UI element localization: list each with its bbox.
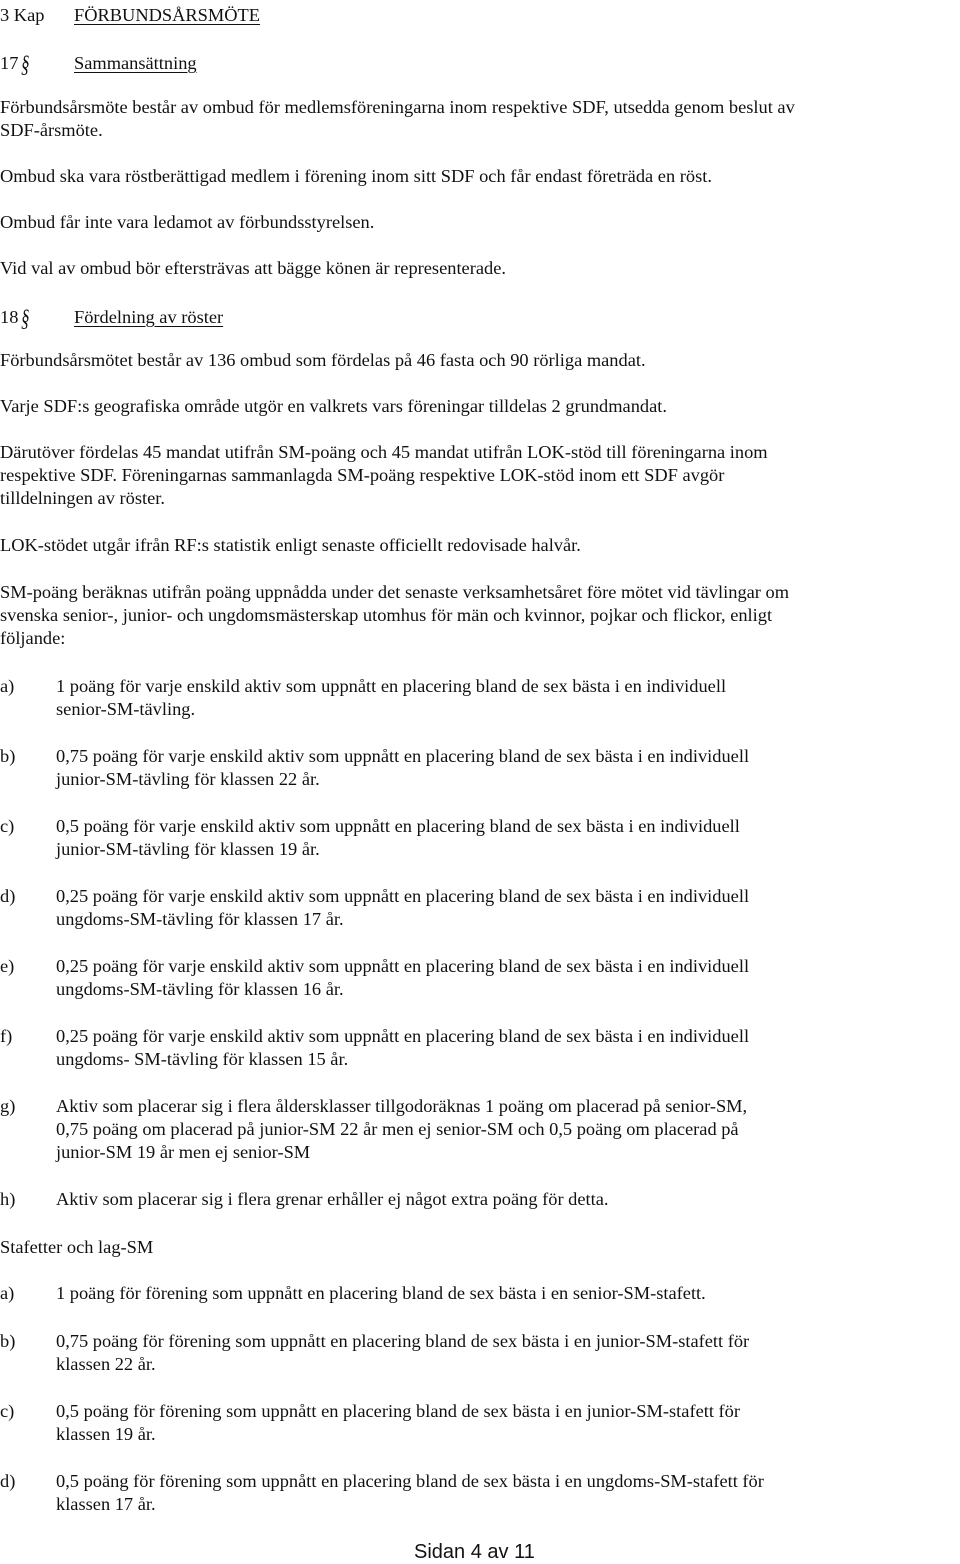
section-sign-icon: §: [21, 52, 30, 78]
chapter-number: 3 Kap: [0, 5, 45, 25]
list-item-label: f): [0, 1026, 13, 1046]
page-footer: [414, 1541, 535, 1564]
paragraph-line: Därutöver fördelas 45 mandat utifrån SM-poäng och 45 mandat utifrån LOK-stöd till föreningarna inom: [0, 442, 768, 462]
list-item-line: ungdoms-SM-tävling för klassen 16 år.: [56, 979, 344, 999]
list-item-line: 0,5 poäng för förening som uppnått en placering bland de sex bästa i en ungdoms-SM-stafett för: [56, 1471, 764, 1491]
list-item-label: e): [0, 956, 15, 976]
list-item-line: senior-SM-tävling.: [56, 699, 196, 719]
paragraph-line: följande:: [0, 628, 66, 648]
list-item-line: ungdoms-SM-tävling för klassen 17 år.: [56, 909, 344, 929]
paragraph-line: Ombud får inte vara ledamot av förbundsstyrelsen.: [0, 212, 375, 232]
list-item-line: 0,25 poäng för varje enskild aktiv som uppnått en placering bland de sex bästa i en individuell: [56, 1026, 750, 1046]
paragraph-line: Förbundsårsmötet består av 136 ombud som fördelas på 46 fasta och 90 rörliga mandat.: [0, 350, 646, 370]
footer-middle: av: [481, 1541, 515, 1563]
list-item-label: d): [0, 1471, 16, 1491]
section-heading-17: [0, 52, 400, 78]
list-item-line: klassen 19 år.: [56, 1424, 156, 1444]
paragraph-line: Vid val av ombud bör eftersträvas att bägge könen är representerade.: [0, 258, 506, 278]
list-item-line: junior-SM 19 år men ej senior-SM: [56, 1142, 311, 1162]
list-item-line: Aktiv som placerar sig i flera grenar erhåller ej något extra poäng för detta.: [56, 1189, 609, 1209]
section-sign-icon: §: [21, 306, 30, 332]
section-title: Fördelning av röster: [74, 307, 224, 327]
list-item-line: klassen 17 år.: [56, 1494, 156, 1514]
chapter-title: FÖRBUNDSÅRSMÖTE: [74, 5, 260, 25]
paragraph-line: svenska senior-, junior- och ungdomsmästerskap utomhus för män och kvinnor, pojkar och flickor, enligt: [0, 605, 773, 625]
paragraph-line: respektive SDF. Föreningarnas sammanlagda SM-poäng respektive LOK-stöd inom ett SDF avgör: [0, 465, 725, 485]
paragraph-line: SM-poäng beräknas utifrån poäng uppnådda under det senaste verksamhetsåret före mötet vid tävlingar om: [0, 582, 790, 602]
list-item-line: 1 poäng för varje enskild aktiv som uppnått en placering bland de sex bästa i en individuell: [56, 676, 727, 696]
paragraph-line: Förbundsårsmöte består av ombud för medlemsföreningarna inom respektive SDF, utsedda genom beslut av: [0, 97, 795, 117]
list-item-label: c): [0, 816, 15, 836]
list-item-line: 0,5 poäng för varje enskild aktiv som uppnått en placering bland de sex bästa i en individuell: [56, 816, 740, 836]
current-page-number: 4: [470, 1541, 482, 1563]
paragraph-line: LOK-stödet utgår ifrån RF:s statistik enligt senaste officiellt redovisade halvår.: [0, 535, 581, 555]
list-item-line: 0,75 poäng för förening som uppnått en placering bland de sex bästa i en junior-SM-stafett för: [56, 1331, 750, 1351]
list-item-label: c): [0, 1401, 15, 1421]
total-pages: 11: [514, 1541, 535, 1563]
list-item-line: 0,75 poäng för varje enskild aktiv som uppnått en placering bland de sex bästa i en individuell: [56, 746, 750, 766]
section-number: 17: [0, 53, 19, 73]
paragraph-line: tilldelningen av röster.: [0, 488, 165, 508]
section-number: 18: [0, 307, 19, 327]
list-item-line: 0,5 poäng för förening som uppnått en placering bland de sex bästa i en junior-SM-stafett för: [56, 1401, 740, 1421]
list-item-label: b): [0, 1331, 16, 1351]
list-item-line: klassen 22 år.: [56, 1354, 156, 1374]
section-heading-18: [0, 306, 400, 332]
paragraph-line: Ombud ska vara röstberättigad medlem i förening inom sitt SDF och får endast företräda en röst.: [0, 166, 712, 186]
list-item-label: g): [0, 1096, 16, 1116]
list-item-label: a): [0, 1283, 15, 1303]
list-item-line: 0,75 poäng om placerad på junior-SM 22 år men ej senior-SM och 0,5 poäng om placerad på: [56, 1119, 739, 1139]
list-item-label: a): [0, 676, 15, 696]
list-item-line: Aktiv som placerar sig i flera åldersklasser tillgodoräknas 1 poäng om placerad på senior-SM,: [56, 1096, 748, 1116]
list-item-line: junior-SM-tävling för klassen 19 år.: [56, 839, 320, 859]
paragraph-line: Varje SDF:s geografiska område utgör en valkrets vars föreningar tilldelas 2 grundmandat.: [0, 396, 667, 416]
list-item-line: 1 poäng för förening som uppnått en placering bland de sex bästa i en senior-SM-stafett.: [56, 1283, 706, 1303]
list-item-label: b): [0, 746, 16, 766]
chapter-heading: [0, 4, 260, 27]
relay-heading: Stafetter och lag-SM: [0, 1237, 154, 1257]
list-item-line: 0,25 poäng för varje enskild aktiv som uppnått en placering bland de sex bästa i en individuell: [56, 886, 750, 906]
section-title: Sammansättning: [74, 53, 197, 73]
list-item-label: d): [0, 886, 16, 906]
paragraph-line: SDF-årsmöte.: [0, 120, 103, 140]
list-item-label: h): [0, 1189, 16, 1209]
list-item-line: 0,25 poäng för varje enskild aktiv som uppnått en placering bland de sex bästa i en individuell: [56, 956, 750, 976]
list-item-line: ungdoms- SM-tävling för klassen 15 år.: [56, 1049, 349, 1069]
footer-prefix: Sidan: [414, 1541, 471, 1563]
list-item-line: junior-SM-tävling för klassen 22 år.: [56, 769, 320, 789]
